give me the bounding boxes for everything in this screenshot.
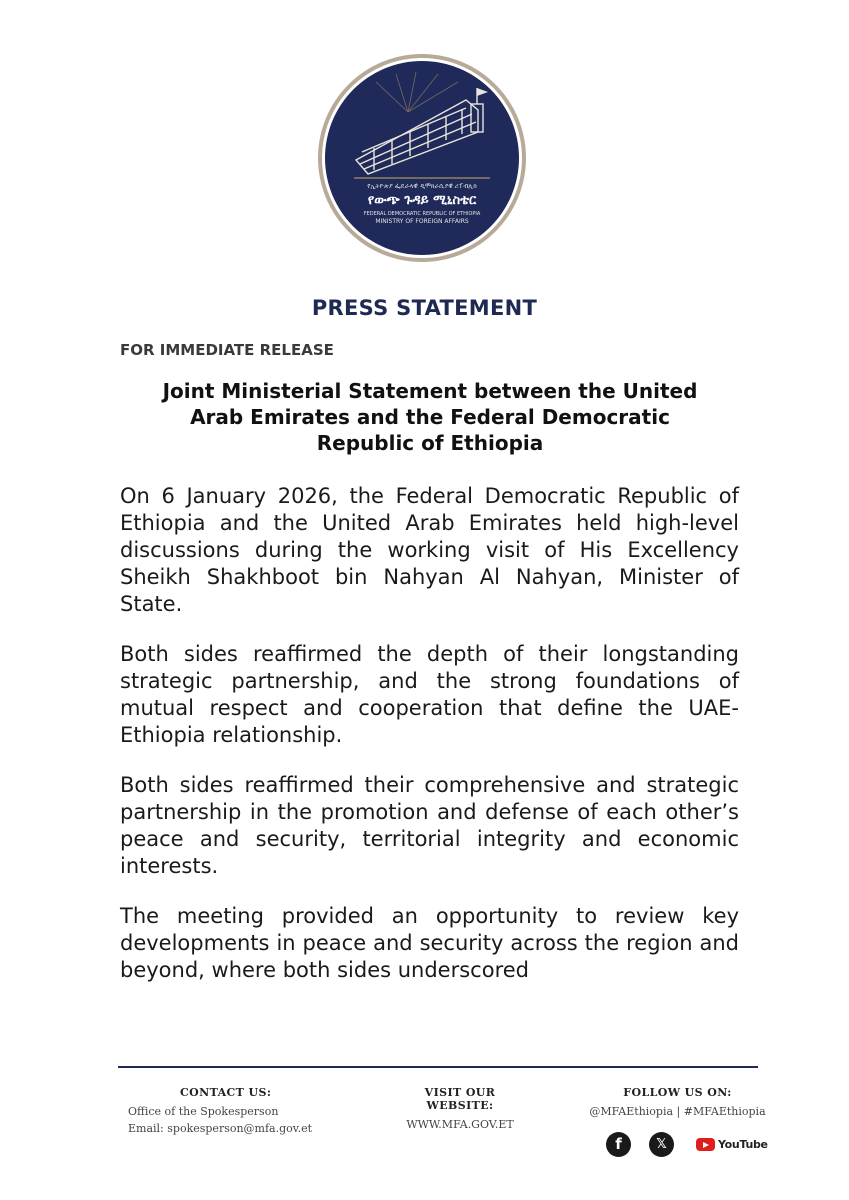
follow-section [585, 1086, 770, 1120]
follow-heading: FOLLOW US ON: [623, 1086, 732, 1099]
facebook-glyph: f [615, 1135, 622, 1153]
logo-english-line1: FEDERAL DEMOCRATIC REPUBLIC OF ETHIOPIA [363, 211, 481, 217]
logo-amharic-line1: የኢትዮጵያ ፌዴራላዊ ዲሞክራሲያዊ ሪፐብሊክ [367, 182, 477, 190]
logo-english-line2: MINISTRY OF FOREIGN AFFAIRS [375, 218, 469, 225]
headline-line-2: Arab Emirates and the Federal Democratic [190, 405, 670, 429]
youtube-label: YouTube [718, 1138, 768, 1151]
social-icons [606, 1132, 768, 1157]
contact-office: Office of the Spokesperson [128, 1105, 279, 1118]
body-paragraph-1: On 6 January 2026, the Federal Democratic Republic of Ethiopia and the United Arab Emirates held high-level discussions during the working visit of His Excellency Sheikh Shakhboot bin Nahyan Al Nahyan, Minister of State. [120, 484, 739, 616]
body-paragraph-4: The meeting provided an opportunity to review key developments in peace and security across the region and beyond, where both sides underscored [120, 904, 739, 982]
release-label: FOR IMMEDIATE RELEASE [120, 341, 334, 359]
ministry-logo [316, 52, 528, 264]
website-heading: VISIT OUR WEBSITE: [424, 1086, 496, 1112]
statement-headline [110, 378, 750, 456]
youtube-icon[interactable] [696, 1138, 768, 1151]
body-paragraph-3: Both sides reaffirmed their comprehensive and strategic partnership in the promotion and defense of each other’s peace and security, territorial integrity and economic interests. [120, 773, 739, 878]
website-section [390, 1086, 530, 1133]
ministry-seal-icon [316, 52, 528, 264]
x-glyph: 𝕏 [656, 1137, 667, 1152]
youtube-play-icon [696, 1138, 715, 1151]
facebook-icon[interactable] [606, 1132, 631, 1157]
contact-email[interactable]: Email: spokesperson@mfa.gov.et [128, 1122, 313, 1135]
social-handles: @MFAEthiopia | #MFAEthiopia [589, 1105, 766, 1118]
contact-section [128, 1086, 312, 1137]
footer-divider [118, 1066, 758, 1068]
body-paragraph-2: Both sides reaffirmed the depth of their longstanding strategic partnership, and the strong foundations of mutual respect and cooperation that define the UAE-Ethiopia relationship. [120, 642, 739, 747]
contact-heading: CONTACT US: [180, 1086, 272, 1099]
logo-amharic-line2: የውጭ ጉዳይ ሚኒስቴር [367, 193, 477, 208]
page-title: PRESS STATEMENT [311, 296, 538, 320]
headline-line-3: Republic of Ethiopia [316, 431, 544, 455]
statement-body [120, 483, 739, 984]
x-icon[interactable] [649, 1132, 674, 1157]
headline-line-1: Joint Ministerial Statement between the United [162, 379, 698, 403]
website-link[interactable]: WWW.MFA.GOV.ET [406, 1118, 514, 1131]
